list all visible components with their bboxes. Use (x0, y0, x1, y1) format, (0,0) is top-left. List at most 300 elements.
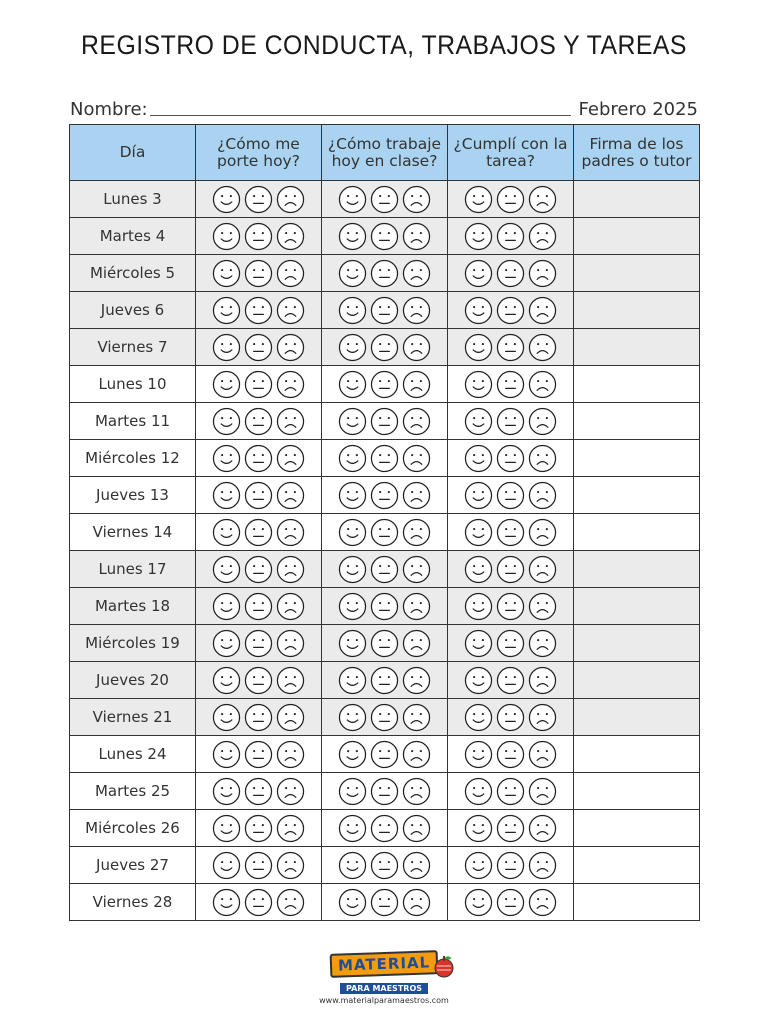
behavior-faces-cell (196, 514, 322, 551)
homework-face-options (448, 555, 573, 584)
sad-face-icon[interactable] (402, 814, 431, 843)
table-row (70, 329, 700, 366)
sad-face-icon[interactable] (402, 185, 431, 214)
happy-face-icon[interactable] (338, 296, 367, 325)
neutral-face-icon[interactable] (244, 740, 273, 769)
homework-face-options (448, 851, 573, 880)
neutral-face-icon[interactable] (244, 851, 273, 880)
homework-face-options (448, 407, 573, 436)
neutral-face-icon[interactable] (370, 629, 399, 658)
sad-face-icon[interactable] (528, 555, 557, 584)
neutral-face-icon[interactable] (244, 185, 273, 214)
sad-face-icon[interactable] (276, 444, 305, 473)
classwork-faces-cell (322, 699, 448, 736)
neutral-face-icon[interactable] (370, 222, 399, 251)
happy-face-icon[interactable] (338, 740, 367, 769)
happy-face-icon[interactable] (464, 851, 493, 880)
sad-face-icon[interactable] (528, 888, 557, 917)
signature-cell[interactable] (574, 699, 700, 736)
neutral-face-icon[interactable] (244, 814, 273, 843)
neutral-face-icon[interactable] (370, 296, 399, 325)
sad-face-icon[interactable] (276, 666, 305, 695)
neutral-face-icon[interactable] (370, 851, 399, 880)
neutral-face-icon[interactable] (244, 444, 273, 473)
sad-face-icon[interactable] (276, 703, 305, 732)
sad-face-icon[interactable] (528, 703, 557, 732)
homework-face-options (448, 222, 573, 251)
happy-face-icon[interactable] (338, 814, 367, 843)
neutral-face-icon[interactable] (244, 518, 273, 547)
sad-face-icon[interactable] (276, 592, 305, 621)
happy-face-icon[interactable] (338, 185, 367, 214)
classwork-face-options (322, 296, 447, 325)
neutral-face-icon[interactable] (370, 814, 399, 843)
happy-face-icon[interactable] (464, 370, 493, 399)
neutral-face-icon[interactable] (496, 777, 525, 806)
neutral-face-icon[interactable] (496, 703, 525, 732)
day-label: Jueves 20 (70, 662, 196, 699)
sad-face-icon[interactable] (528, 777, 557, 806)
happy-face-icon[interactable] (212, 481, 241, 510)
signature-cell[interactable] (574, 884, 700, 921)
neutral-face-icon[interactable] (496, 814, 525, 843)
homework-faces-cell (448, 218, 574, 255)
neutral-face-icon[interactable] (244, 222, 273, 251)
neutral-face-icon[interactable] (244, 333, 273, 362)
behavior-faces-cell (196, 403, 322, 440)
sad-face-icon[interactable] (276, 814, 305, 843)
neutral-face-icon[interactable] (370, 555, 399, 584)
behavior-face-options (196, 407, 321, 436)
behavior-face-options (196, 481, 321, 510)
happy-face-icon[interactable] (338, 592, 367, 621)
signature-cell[interactable] (574, 551, 700, 588)
sad-face-icon[interactable] (402, 333, 431, 362)
sad-face-icon[interactable] (276, 629, 305, 658)
neutral-face-icon[interactable] (370, 888, 399, 917)
homework-face-options (448, 444, 573, 473)
happy-face-icon[interactable] (464, 629, 493, 658)
behavior-faces-cell (196, 292, 322, 329)
neutral-face-icon[interactable] (370, 666, 399, 695)
signature-cell[interactable] (574, 662, 700, 699)
sad-face-icon[interactable] (402, 666, 431, 695)
sad-face-icon[interactable] (528, 333, 557, 362)
homework-faces-cell (448, 329, 574, 366)
signature-cell[interactable] (574, 514, 700, 551)
neutral-face-icon[interactable] (496, 259, 525, 288)
happy-face-icon[interactable] (338, 333, 367, 362)
neutral-face-icon[interactable] (496, 518, 525, 547)
homework-faces-cell (448, 440, 574, 477)
signature-cell[interactable] (574, 736, 700, 773)
classwork-face-options (322, 666, 447, 695)
classwork-face-options (322, 185, 447, 214)
happy-face-icon[interactable] (464, 518, 493, 547)
classwork-face-options (322, 333, 447, 362)
table-row (70, 292, 700, 329)
neutral-face-icon[interactable] (370, 444, 399, 473)
happy-face-icon[interactable] (212, 888, 241, 917)
sad-face-icon[interactable] (402, 629, 431, 658)
happy-face-icon[interactable] (338, 407, 367, 436)
happy-face-icon[interactable] (338, 370, 367, 399)
neutral-face-icon[interactable] (244, 481, 273, 510)
neutral-face-icon[interactable] (244, 703, 273, 732)
homework-faces-cell (448, 736, 574, 773)
neutral-face-icon[interactable] (496, 296, 525, 325)
happy-face-icon[interactable] (464, 407, 493, 436)
happy-face-icon[interactable] (212, 444, 241, 473)
happy-face-icon[interactable] (464, 555, 493, 584)
signature-cell[interactable] (574, 403, 700, 440)
homework-faces-cell (448, 699, 574, 736)
table-row (70, 625, 700, 662)
sad-face-icon[interactable] (402, 259, 431, 288)
neutral-face-icon[interactable] (370, 333, 399, 362)
classwork-faces-cell (322, 440, 448, 477)
signature-cell[interactable] (574, 255, 700, 292)
sad-face-icon[interactable] (402, 888, 431, 917)
happy-face-icon[interactable] (464, 444, 493, 473)
homework-faces-cell (448, 847, 574, 884)
table-row (70, 255, 700, 292)
day-label: Lunes 17 (70, 551, 196, 588)
neutral-face-icon[interactable] (244, 296, 273, 325)
behavior-faces-cell (196, 884, 322, 921)
homework-face-options (448, 259, 573, 288)
behavior-face-options (196, 629, 321, 658)
signature-cell[interactable] (574, 366, 700, 403)
behavior-faces-cell (196, 440, 322, 477)
neutral-face-icon[interactable] (496, 592, 525, 621)
happy-face-icon[interactable] (338, 777, 367, 806)
happy-face-icon[interactable] (212, 666, 241, 695)
header-signature: Firma de los padres o tutor (574, 125, 700, 181)
happy-face-icon[interactable] (212, 185, 241, 214)
sad-face-icon[interactable] (528, 666, 557, 695)
classwork-faces-cell (322, 884, 448, 921)
happy-face-icon[interactable] (464, 333, 493, 362)
table-row (70, 884, 700, 921)
classwork-faces-cell (322, 847, 448, 884)
sad-face-icon[interactable] (276, 518, 305, 547)
signature-cell[interactable] (574, 292, 700, 329)
homework-face-options (448, 185, 573, 214)
happy-face-icon[interactable] (464, 592, 493, 621)
happy-face-icon[interactable] (464, 222, 493, 251)
sad-face-icon[interactable] (276, 407, 305, 436)
table-row (70, 477, 700, 514)
happy-face-icon[interactable] (212, 555, 241, 584)
day-label: Martes 4 (70, 218, 196, 255)
classwork-faces-cell (322, 773, 448, 810)
happy-face-icon[interactable] (464, 185, 493, 214)
classwork-faces-cell (322, 810, 448, 847)
happy-face-icon[interactable] (464, 814, 493, 843)
happy-face-icon[interactable] (212, 259, 241, 288)
sad-face-icon[interactable] (528, 222, 557, 251)
neutral-face-icon[interactable] (244, 407, 273, 436)
happy-face-icon[interactable] (338, 666, 367, 695)
signature-cell[interactable] (574, 181, 700, 218)
happy-face-icon[interactable] (212, 222, 241, 251)
neutral-face-icon[interactable] (496, 740, 525, 769)
sad-face-icon[interactable] (528, 518, 557, 547)
sad-face-icon[interactable] (402, 703, 431, 732)
neutral-face-icon[interactable] (496, 666, 525, 695)
sad-face-icon[interactable] (528, 814, 557, 843)
signature-cell[interactable] (574, 625, 700, 662)
happy-face-icon[interactable] (338, 703, 367, 732)
day-label: Martes 11 (70, 403, 196, 440)
neutral-face-icon[interactable] (370, 370, 399, 399)
happy-face-icon[interactable] (338, 629, 367, 658)
table-row (70, 699, 700, 736)
sad-face-icon[interactable] (528, 629, 557, 658)
neutral-face-icon[interactable] (496, 555, 525, 584)
sad-face-icon[interactable] (276, 259, 305, 288)
neutral-face-icon[interactable] (244, 777, 273, 806)
classwork-faces-cell (322, 625, 448, 662)
classwork-face-options (322, 703, 447, 732)
classwork-face-options (322, 222, 447, 251)
happy-face-icon[interactable] (464, 296, 493, 325)
table-row (70, 551, 700, 588)
happy-face-icon[interactable] (212, 777, 241, 806)
happy-face-icon[interactable] (464, 259, 493, 288)
table-row (70, 662, 700, 699)
sad-face-icon[interactable] (276, 370, 305, 399)
sad-face-icon[interactable] (276, 481, 305, 510)
sad-face-icon[interactable] (528, 370, 557, 399)
happy-face-icon[interactable] (212, 407, 241, 436)
sad-face-icon[interactable] (276, 333, 305, 362)
happy-face-icon[interactable] (464, 703, 493, 732)
neutral-face-icon[interactable] (244, 259, 273, 288)
sad-face-icon[interactable] (276, 888, 305, 917)
logo-main-text: MATERIAL (337, 953, 431, 975)
day-label: Lunes 10 (70, 366, 196, 403)
classwork-faces-cell (322, 551, 448, 588)
behavior-faces-cell (196, 810, 322, 847)
sad-face-icon[interactable] (276, 777, 305, 806)
sad-face-icon[interactable] (528, 481, 557, 510)
happy-face-icon[interactable] (338, 481, 367, 510)
signature-cell[interactable] (574, 810, 700, 847)
neutral-face-icon[interactable] (244, 555, 273, 584)
neutral-face-icon[interactable] (496, 407, 525, 436)
sad-face-icon[interactable] (276, 185, 305, 214)
neutral-face-icon[interactable] (370, 777, 399, 806)
behavior-face-options (196, 370, 321, 399)
homework-face-options (448, 333, 573, 362)
sad-face-icon[interactable] (402, 296, 431, 325)
day-label: Jueves 27 (70, 847, 196, 884)
neutral-face-icon[interactable] (496, 370, 525, 399)
logo-sub-text: PARA MAESTROS (340, 983, 428, 994)
behavior-faces-cell (196, 329, 322, 366)
happy-face-icon[interactable] (338, 444, 367, 473)
name-label: Nombre: (70, 99, 148, 120)
happy-face-icon[interactable] (464, 481, 493, 510)
happy-face-icon[interactable] (212, 703, 241, 732)
logo-main-badge (330, 950, 439, 978)
happy-face-icon[interactable] (212, 370, 241, 399)
logo-url: www.materialparamaestros.com (319, 996, 449, 1005)
happy-face-icon[interactable] (338, 851, 367, 880)
happy-face-icon[interactable] (212, 518, 241, 547)
neutral-face-icon[interactable] (244, 370, 273, 399)
neutral-face-icon[interactable] (244, 592, 273, 621)
neutral-face-icon[interactable] (496, 851, 525, 880)
neutral-face-icon[interactable] (496, 185, 525, 214)
neutral-face-icon[interactable] (370, 592, 399, 621)
behavior-faces-cell (196, 699, 322, 736)
happy-face-icon[interactable] (338, 222, 367, 251)
day-label: Jueves 13 (70, 477, 196, 514)
sad-face-icon[interactable] (402, 444, 431, 473)
happy-face-icon[interactable] (212, 592, 241, 621)
signature-cell[interactable] (574, 477, 700, 514)
happy-face-icon[interactable] (464, 740, 493, 769)
neutral-face-icon[interactable] (370, 703, 399, 732)
sad-face-icon[interactable] (276, 555, 305, 584)
homework-face-options (448, 629, 573, 658)
day-label: Viernes 21 (70, 699, 196, 736)
happy-face-icon[interactable] (464, 777, 493, 806)
signature-cell[interactable] (574, 588, 700, 625)
classwork-face-options (322, 370, 447, 399)
sad-face-icon[interactable] (402, 777, 431, 806)
sad-face-icon[interactable] (402, 481, 431, 510)
classwork-faces-cell (322, 588, 448, 625)
happy-face-icon[interactable] (464, 666, 493, 695)
table-row (70, 810, 700, 847)
sad-face-icon[interactable] (276, 296, 305, 325)
neutral-face-icon[interactable] (496, 222, 525, 251)
behavior-faces-cell (196, 218, 322, 255)
neutral-face-icon[interactable] (370, 518, 399, 547)
sad-face-icon[interactable] (402, 407, 431, 436)
classwork-face-options (322, 851, 447, 880)
neutral-face-icon[interactable] (370, 481, 399, 510)
happy-face-icon[interactable] (338, 259, 367, 288)
header-day: Día (70, 125, 196, 181)
neutral-face-icon[interactable] (370, 407, 399, 436)
sad-face-icon[interactable] (402, 592, 431, 621)
homework-face-options (448, 777, 573, 806)
happy-face-icon[interactable] (212, 296, 241, 325)
classwork-faces-cell (322, 255, 448, 292)
day-label: Viernes 14 (70, 514, 196, 551)
sad-face-icon[interactable] (528, 407, 557, 436)
sad-face-icon[interactable] (276, 740, 305, 769)
signature-cell[interactable] (574, 440, 700, 477)
happy-face-icon[interactable] (212, 851, 241, 880)
homework-faces-cell (448, 551, 574, 588)
homework-face-options (448, 592, 573, 621)
sad-face-icon[interactable] (402, 222, 431, 251)
neutral-face-icon[interactable] (244, 888, 273, 917)
signature-cell[interactable] (574, 773, 700, 810)
behavior-face-options (196, 296, 321, 325)
signature-cell[interactable] (574, 847, 700, 884)
neutral-face-icon[interactable] (496, 481, 525, 510)
happy-face-icon[interactable] (212, 333, 241, 362)
behavior-face-options (196, 592, 321, 621)
behavior-face-options (196, 222, 321, 251)
day-label: Miércoles 26 (70, 810, 196, 847)
happy-face-icon[interactable] (338, 518, 367, 547)
neutral-face-icon[interactable] (496, 888, 525, 917)
behavior-face-options (196, 555, 321, 584)
neutral-face-icon[interactable] (244, 666, 273, 695)
table-row (70, 588, 700, 625)
sad-face-icon[interactable] (402, 518, 431, 547)
happy-face-icon[interactable] (338, 555, 367, 584)
sad-face-icon[interactable] (528, 444, 557, 473)
neutral-face-icon[interactable] (370, 259, 399, 288)
neutral-face-icon[interactable] (370, 185, 399, 214)
neutral-face-icon[interactable] (496, 629, 525, 658)
sad-face-icon[interactable] (276, 851, 305, 880)
sad-face-icon[interactable] (528, 185, 557, 214)
happy-face-icon[interactable] (464, 888, 493, 917)
happy-face-icon[interactable] (212, 740, 241, 769)
signature-cell[interactable] (574, 218, 700, 255)
neutral-face-icon[interactable] (370, 740, 399, 769)
sad-face-icon[interactable] (528, 592, 557, 621)
happy-face-icon[interactable] (212, 814, 241, 843)
signature-cell[interactable] (574, 329, 700, 366)
header-row (70, 125, 700, 181)
sad-face-icon[interactable] (528, 296, 557, 325)
homework-face-options (448, 666, 573, 695)
neutral-face-icon[interactable] (496, 333, 525, 362)
classwork-face-options (322, 407, 447, 436)
name-input-line[interactable] (150, 114, 571, 116)
sad-face-icon[interactable] (528, 851, 557, 880)
behavior-face-options (196, 444, 321, 473)
classwork-face-options (322, 629, 447, 658)
happy-face-icon[interactable] (338, 888, 367, 917)
classwork-faces-cell (322, 736, 448, 773)
day-label: Miércoles 12 (70, 440, 196, 477)
table-row (70, 736, 700, 773)
sad-face-icon[interactable] (528, 740, 557, 769)
behavior-faces-cell (196, 255, 322, 292)
behavior-face-options (196, 888, 321, 917)
happy-face-icon[interactable] (212, 629, 241, 658)
sad-face-icon[interactable] (402, 740, 431, 769)
sad-face-icon[interactable] (528, 259, 557, 288)
sad-face-icon[interactable] (402, 370, 431, 399)
header-homework: ¿Cumplí con la tarea? (448, 125, 574, 181)
page-title: REGISTRO DE CONDUCTA, TRABAJOS Y TAREAS (81, 30, 687, 60)
behavior-face-options (196, 518, 321, 547)
brand-logo (314, 952, 454, 1004)
homework-face-options (448, 703, 573, 732)
day-label: Lunes 24 (70, 736, 196, 773)
neutral-face-icon[interactable] (244, 629, 273, 658)
classwork-face-options (322, 888, 447, 917)
neutral-face-icon[interactable] (496, 444, 525, 473)
homework-face-options (448, 518, 573, 547)
sad-face-icon[interactable] (276, 222, 305, 251)
sad-face-icon[interactable] (402, 555, 431, 584)
sad-face-icon[interactable] (402, 851, 431, 880)
